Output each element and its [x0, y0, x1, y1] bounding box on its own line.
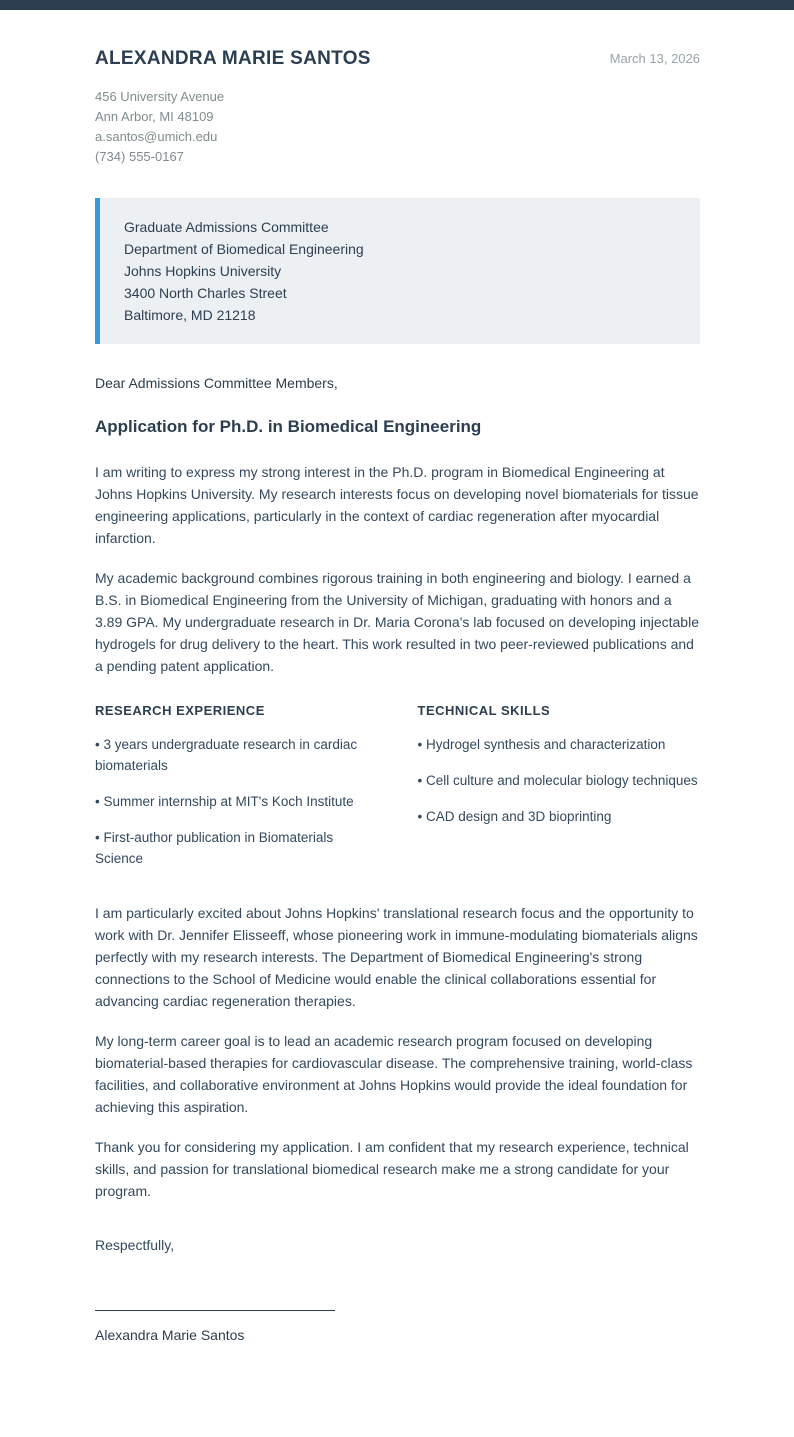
recipient-block [95, 198, 700, 344]
sender-contact-block [95, 87, 700, 167]
body-paragraph-1: I am writing to express my strong interest in the Ph.D. program in Biomedical Engineering at Johns Hopkins University. My research interests focus on developing novel biomaterials for tissue engineering applications, particularly in the context of cardiac regeneration after myocardial infarction. [95, 464, 699, 546]
subject-line: Application for Ph.D. in Biomedical Engineering [95, 417, 482, 436]
technical-skills-item-3: • CAD design and 3D bioprinting [417, 809, 612, 824]
signature-line [95, 1310, 335, 1311]
sender-name: ALEXANDRA MARIE SANTOS [95, 48, 371, 69]
salutation: Dear Admissions Committee Members, [95, 375, 338, 391]
recipient-line-3: Johns Hopkins University [124, 263, 282, 279]
research-experience-item-1: • 3 years undergraduate research in cardiac biomaterials [95, 737, 358, 773]
letter-date: March 13, 2026 [609, 51, 700, 66]
recipient-line-1: Graduate Admissions Committee [124, 219, 329, 235]
recipient-line-2: Department of Biomedical Engineering [124, 241, 364, 257]
technical-skills-column [418, 703, 701, 884]
top-accent-bar [0, 0, 794, 10]
recipient-line-5: Baltimore, MD 21218 [124, 307, 256, 323]
technical-skills-heading: TECHNICAL SKILLS [417, 703, 551, 718]
sender-phone: (734) 555-0167 [95, 149, 184, 164]
signature-name: Alexandra Marie Santos [95, 1327, 245, 1343]
research-experience-heading: RESEARCH EXPERIENCE [95, 703, 265, 718]
sender-address-line-1: 456 University Avenue [95, 89, 225, 104]
recipient-line-4: 3400 North Charles Street [124, 285, 287, 301]
sender-email: a.santos@umich.edu [95, 129, 218, 144]
qualifications-columns [95, 703, 700, 884]
research-experience-item-2: • Summer internship at MIT's Koch Institute [95, 794, 354, 809]
body-paragraph-2: My academic background combines rigorous training in both engineering and biology. I earned a B.S. in Biomedical Engineering from the University of Michigan, graduating with honors and a 3.89 GPA. My undergraduate research in Dr. Maria Corona's lab focused on developing injectable hydrogels for drug delivery to the heart. This work resulted in two peer-reviewed publications and a pending patent application. [95, 570, 699, 674]
research-experience-column [95, 703, 378, 884]
technical-skills-item-2: • Cell culture and molecular biology techniques [417, 773, 698, 788]
body-paragraph-4: My long-term career goal is to lead an academic research program focused on developing biomaterial-based therapies for cardiovascular disease. The comprehensive training, world-class facilities, and collaborative environment at Johns Hopkins would provide the ideal foundation for achieving this aspiration. [95, 1033, 693, 1115]
letter-header [95, 47, 700, 70]
body-paragraph-5: Thank you for considering my application. I am confident that my research experience, technical skills, and passion for translational biomedical research make me a strong candidate for your program. [95, 1139, 689, 1199]
body-paragraph-3: I am particularly excited about Johns Hopkins' translational research focus and the opportunity to work with Dr. Jennifer Elisseeff, whose pioneering work in immune-modulating biomaterials aligns perfectly with my research interests. The Department of Biomedical Engineering's strong connections to the School of Medicine would enable the clinical collaborations essential for advancing cardiac regeneration therapies. [95, 905, 698, 1009]
research-experience-item-3: • First-author publication in Biomaterials Science [95, 830, 334, 866]
sender-address-line-2: Ann Arbor, MI 48109 [95, 109, 214, 124]
technical-skills-item-1: • Hydrogel synthesis and characterization [417, 737, 666, 752]
letter-content [0, 10, 794, 1426]
closing-valediction: Respectfully, [95, 1237, 175, 1253]
